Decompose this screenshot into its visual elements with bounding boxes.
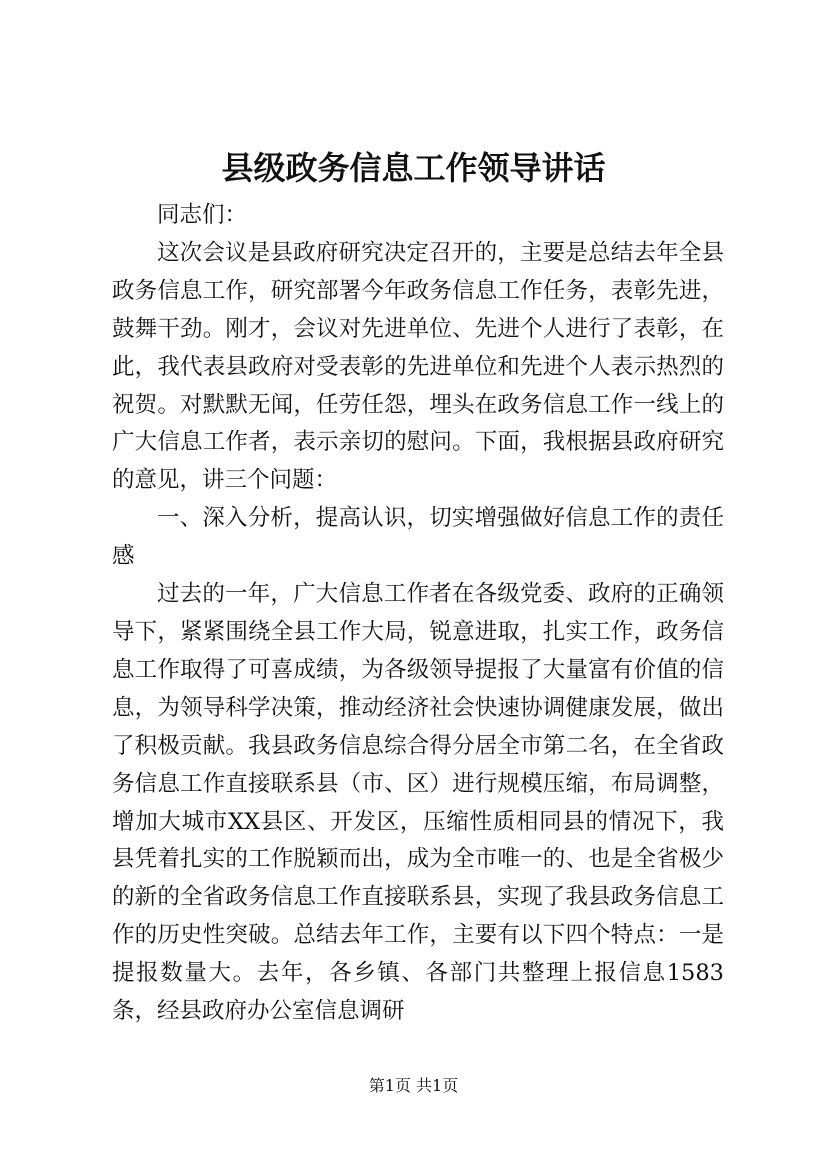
paragraph-intro: 这次会议是县政府研究决定召开的，主要是总结去年全县政务信息工作，研究部署今年政务信息工作任务，表彰先进，鼓舞干劲。刚才，会议对先进单位、先进个人进行了表彰，在此，我代表县政府对受表彰的先进单位和先进个人表示热烈的祝贺。对默默无闻，任劳任怨，埋头在政务信息工作一线上的广大信息工作者，表示亲切的慰问。下面，我根据县政府研究的意见，讲三个问题： <box>112 239 724 494</box>
page-footer: 第1页 共1页 <box>368 1076 459 1095</box>
greeting-line: 同志们： <box>157 202 248 228</box>
section-heading-1: 一、深入分析，提高认识，切实增强做好信息工作的责任感 <box>112 505 724 570</box>
document-title: 县级政务信息工作领导讲话 <box>221 149 606 187</box>
paragraph-review: 过去的一年，广大信息工作者在各级党委、政府的正确领导下，紧紧围绕全县工作大局，锐意进取，扎实工作，政务信息工作取得了可喜成绩，为各级领导提报了大量富有价值的信息，为领导科学决策，推动经济社会快速协调健康发展，做出了积极贡献。我县政务信息综合得分居全市第二名，在全省政务信息工作直接联系县（市、区）进行规模压缩，布局调整，增加大城市XX县区、开发区，压缩性质相同县的情况下，我县凭着扎实的工作脱颖而出，成为全市唯一的、也是全省极少的新的全省政务信息工作直接联系县，实现了我县政务信息工作的历史性突破。总结去年工作，主要有以下四个特点：一是提报数量大。去年，各乡镇、各部门共整理上报信息1583条，经县政府办公室信息调研 <box>112 581 724 1025</box>
document-body <box>112 197 724 1031</box>
